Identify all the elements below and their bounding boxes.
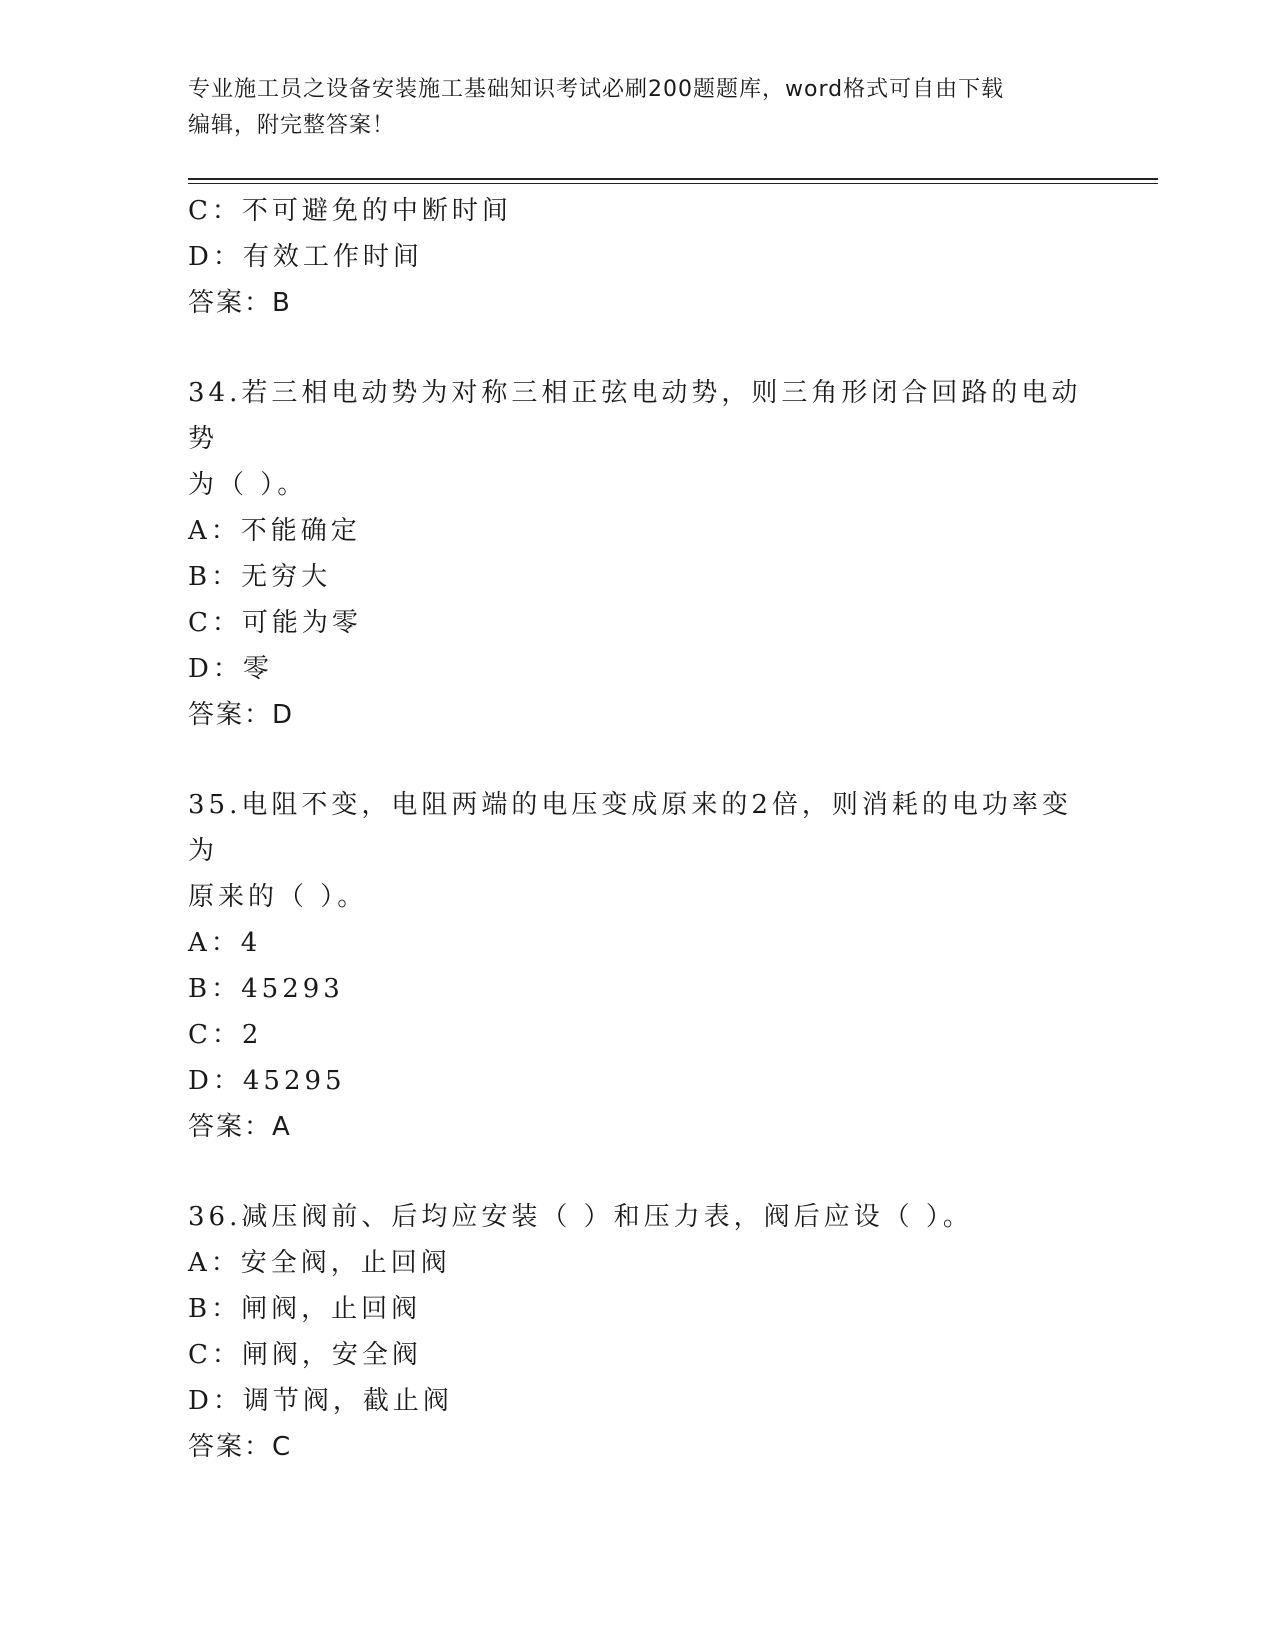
header-divider-thick (188, 178, 1158, 180)
answer-label: 答案： (188, 700, 273, 730)
option-text: 闸阀，止回阀 (241, 1294, 422, 1324)
question-line-1: 35.电阻不变，电阻两端的电压变成原来的2倍，则消耗的电功率变为 (188, 790, 1072, 866)
answer-value: C (272, 1432, 292, 1462)
question-line-2: 原来的（ ）。 (188, 882, 368, 912)
option-d (188, 1378, 1118, 1424)
option-text: 4 (240, 928, 262, 958)
option-label: A： (188, 928, 241, 958)
option-label: C： (188, 608, 242, 638)
question-36 (188, 1194, 1118, 1470)
option-c (188, 1012, 1118, 1058)
option-label: D： (188, 654, 243, 684)
option-d (188, 234, 1118, 280)
option-c (188, 1332, 1118, 1378)
answer-line (188, 1424, 1118, 1470)
question-text (188, 1194, 1088, 1240)
option-label: C： (188, 1340, 242, 1370)
answer-line (188, 280, 1118, 326)
option-text: 零 (242, 654, 273, 684)
option-label: B： (188, 974, 242, 1004)
option-label: D： (188, 242, 243, 272)
question-text (188, 370, 1088, 508)
header-line-2: 编辑，附完整答案！ (188, 113, 396, 138)
option-a (188, 508, 1118, 554)
header-divider-thin (188, 183, 1158, 184)
answer-label: 答案： (188, 1112, 273, 1142)
option-label: B： (188, 562, 242, 592)
question-line-1: 34.若三相电动势为对称三相正弦电动势，则三角形闭合回路的电动势 (188, 378, 1082, 454)
document-header (188, 72, 1068, 144)
document-content (188, 188, 1118, 1470)
question-line-1: 36.减压阀前、后均应安装（ ）和压力表，阀后应设（ ）。 (188, 1202, 973, 1232)
option-text: 无穷大 (241, 562, 332, 592)
question-35 (188, 782, 1118, 1150)
option-text: 调节阀，截止阀 (242, 1386, 453, 1416)
option-text: 45293 (241, 974, 344, 1004)
option-text: 有效工作时间 (242, 242, 423, 272)
option-b (188, 554, 1118, 600)
answer-label: 答案： (188, 1432, 273, 1462)
option-label: D： (188, 1066, 243, 1096)
option-label: C： (188, 1020, 242, 1050)
option-text: 闸阀，安全阀 (241, 1340, 422, 1370)
option-text: 不能确定 (240, 516, 361, 546)
option-a (188, 920, 1118, 966)
question-line-2: 为（ ）。 (188, 470, 308, 500)
option-label: D： (188, 1386, 243, 1416)
question-fragment (188, 188, 1118, 326)
option-b (188, 966, 1118, 1012)
option-c (188, 600, 1118, 646)
answer-value: D (272, 700, 294, 730)
option-text: 安全阀，止回阀 (240, 1248, 451, 1278)
answer-line (188, 692, 1118, 738)
option-a (188, 1240, 1118, 1286)
option-text: 不可避免的中断时间 (241, 196, 512, 226)
option-b (188, 1286, 1118, 1332)
option-d (188, 1058, 1118, 1104)
option-c (188, 188, 1118, 234)
option-label: A： (188, 516, 241, 546)
answer-label: 答案： (188, 288, 273, 318)
question-34 (188, 370, 1118, 738)
answer-line (188, 1104, 1118, 1150)
option-text: 45295 (242, 1066, 346, 1096)
answer-value: B (272, 288, 291, 318)
option-text: 可能为零 (241, 608, 362, 638)
option-label: C： (188, 196, 242, 226)
option-label: B： (188, 1294, 242, 1324)
option-text: 2 (241, 1020, 263, 1050)
answer-value: A (272, 1112, 291, 1142)
option-label: A： (188, 1248, 241, 1278)
option-d (188, 646, 1118, 692)
header-line-1: 专业施工员之设备安装施工基础知识考试必刷200题题库，word格式可自由下载 (188, 77, 1005, 102)
question-text (188, 782, 1088, 920)
